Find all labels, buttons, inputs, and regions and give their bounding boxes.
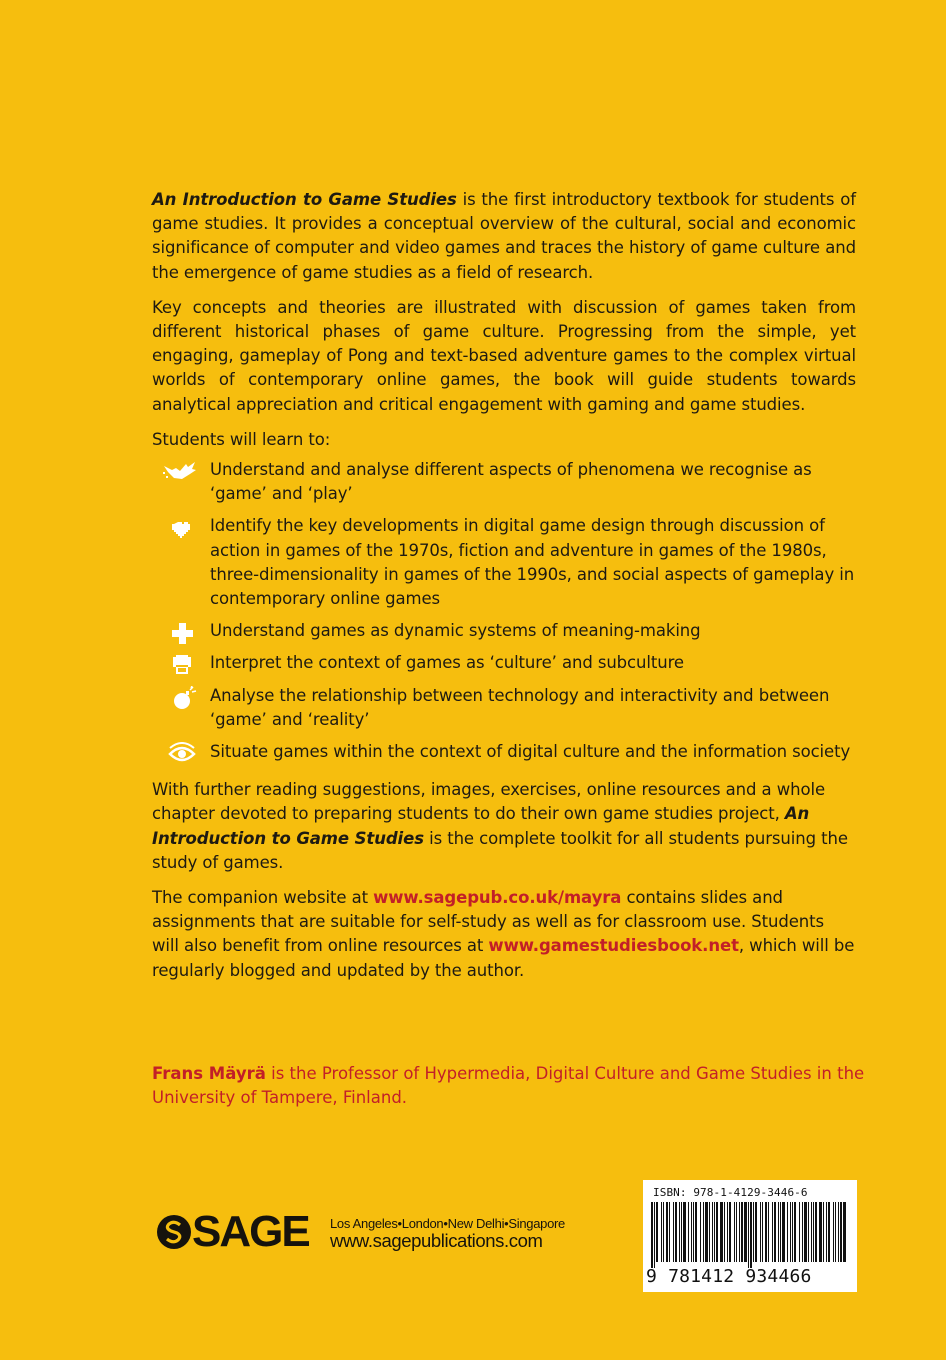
further-paragraph: With further reading suggestions, images, exercises, online resources and a whole chapter devoted to preparing students to do their own game studies project, An Introduction to Game Studies is the complete toolkit for all students pursuing the study of games.	[152, 780, 848, 872]
barcode-bar	[683, 1202, 686, 1262]
barcode-bar	[724, 1202, 725, 1262]
barcode-bar	[691, 1202, 692, 1262]
barcode-bar	[712, 1202, 713, 1262]
barcode-bar	[843, 1202, 846, 1262]
gamestudies-website-link[interactable]: www.gamestudiesbook.net	[488, 936, 739, 956]
barcode-bar	[835, 1202, 836, 1262]
barcode-bar	[808, 1202, 809, 1262]
list-item: Understand and analyse different aspects of phenomena we recognise as ‘game’ and ‘play’	[152, 458, 856, 506]
barcode-bar	[772, 1202, 773, 1262]
barcode-bar	[673, 1202, 674, 1262]
barcode-bar	[654, 1202, 655, 1268]
companion-paragraph: The companion website at www.sagepub.co.uk/mayra contains slides and assignments that are suitable for self-study as well as for classroom use. Students will also benefit from online resources at www.gamestudiesbook.net, which will be regularly blogged and updated by the author.	[152, 888, 855, 980]
bird-icon	[162, 460, 202, 484]
barcode-bar	[762, 1202, 763, 1262]
barcode-digits: 9 781412 934466	[646, 1266, 812, 1287]
barcode-bar	[700, 1202, 701, 1262]
barcode-bar	[826, 1202, 827, 1262]
companion-website-link[interactable]: www.sagepub.co.uk/mayra	[373, 888, 622, 908]
barcode-bar	[666, 1202, 668, 1262]
list-item: Identify the key developments in digital game design through discussion of action in games of the 1970s, fiction and adventure in games of the 1980s, three-dimensionality in games of the 1990s, and social aspects of gameplay in contemporary online games	[152, 514, 856, 611]
barcode-bar	[828, 1202, 830, 1262]
barcode-bar	[815, 1202, 817, 1262]
barcode-bar	[651, 1202, 653, 1268]
author-bio: Frans Mäyrä is the Professor of Hypermedia, Digital Culture and Game Studies in the University of Tampere, Finland.	[152, 1064, 865, 1107]
barcode-bar	[778, 1202, 779, 1262]
barcode-bar	[780, 1202, 781, 1262]
barcode-bar	[753, 1202, 754, 1262]
book-title-repeat: An Introduction to Game Studies	[152, 804, 810, 848]
book-title: An Introduction to Game Studies	[152, 190, 457, 209]
barcode-bar	[755, 1202, 757, 1262]
barcode-bar	[739, 1202, 740, 1262]
learn-list	[152, 458, 856, 764]
barcode-bar	[693, 1202, 694, 1262]
back-cover-text	[152, 188, 856, 994]
barcode-bar	[669, 1202, 670, 1262]
barcode-bar	[811, 1202, 812, 1262]
barcode-bar	[714, 1202, 715, 1262]
list-item: Analyse the relationship between technology and interactivity and between ‘game’ and ‘reality’	[152, 684, 856, 732]
barcode-bar	[741, 1202, 743, 1262]
publisher-url[interactable]: www.sagepublications.com	[330, 1230, 543, 1251]
barcode-bar	[760, 1202, 761, 1262]
barcode-bar	[709, 1202, 710, 1262]
list-item: Situate games within the context of digital culture and the information society	[152, 740, 856, 764]
barcode-bar	[787, 1202, 788, 1262]
barcode-bar	[744, 1202, 747, 1262]
barcode-bar	[688, 1202, 689, 1262]
barcode-bar	[656, 1202, 658, 1262]
barcode-bar	[734, 1202, 735, 1262]
isbn-barcode	[643, 1180, 857, 1292]
intro-paragraph	[152, 188, 856, 285]
list-item: Understand games as dynamic systems of meaning-making	[152, 619, 856, 643]
isbn-label: ISBN: 978-1-4129-3446-6	[653, 1186, 808, 1199]
barcode-bar	[663, 1202, 664, 1262]
barcode-bar	[661, 1202, 662, 1262]
barcode-bar	[720, 1202, 723, 1262]
barcode-bar	[819, 1202, 822, 1262]
barcode-bar	[705, 1202, 708, 1262]
barcode-bar	[790, 1202, 791, 1262]
list-item: Interpret the context of games as ‘culture’ and subculture	[152, 651, 856, 675]
barcode-bar	[681, 1202, 682, 1262]
barcode-bar	[768, 1202, 769, 1262]
bomb-icon	[162, 686, 202, 710]
barcode-bar	[774, 1202, 776, 1262]
learn-heading: Students will learn to:	[152, 429, 331, 449]
barcode-bar	[765, 1202, 767, 1262]
barcode-bar	[716, 1202, 718, 1262]
barcode-bar	[794, 1202, 796, 1262]
mushroom-icon	[162, 653, 202, 677]
barcode-bar	[813, 1202, 814, 1262]
barcode-bar	[727, 1202, 728, 1262]
barcode-bar	[840, 1202, 842, 1262]
author-name: Frans Mäyrä	[152, 1064, 266, 1083]
barcode-bar	[782, 1202, 785, 1262]
barcode-bars	[651, 1202, 849, 1268]
sage-wordmark: SAGE	[192, 1207, 309, 1256]
sage-logo-icon	[156, 1214, 192, 1250]
heart-icon	[162, 516, 202, 540]
barcode-bar	[750, 1202, 752, 1268]
barcode-bar	[802, 1202, 803, 1262]
publisher-locations: Los Angeles•London•New Delhi•Singapore	[330, 1216, 565, 1231]
barcode-bar	[792, 1202, 793, 1262]
barcode-bar	[804, 1202, 807, 1262]
barcode-bar	[729, 1202, 731, 1262]
barcode-bar	[799, 1202, 800, 1262]
barcode-bar	[838, 1202, 839, 1262]
plus-icon	[162, 621, 202, 645]
barcode-bar	[736, 1202, 737, 1262]
eye-icon	[162, 742, 202, 766]
barcode-bar	[748, 1202, 749, 1268]
barcode-bar	[675, 1202, 677, 1262]
barcode-bar	[703, 1202, 704, 1262]
barcode-bar	[679, 1202, 680, 1262]
intro-text: is the first introductory textbook for students of game studies. It provides a conceptual overview of the cultural, social and economic significance of computer and video games and traces the history of game culture and the emergence of game studies as a field of research.	[152, 190, 856, 282]
barcode-bar	[823, 1202, 824, 1262]
barcode-bar	[833, 1202, 834, 1262]
concepts-paragraph: Key concepts and theories are illustrated with discussion of games taken from different historical phases of game culture. Progressing from the simple, yet engaging, gameplay of Pong and text-based adventure games to the complex virtual worlds of contemporary online games, the book will guide students towards analytical appreciation and critical engagement with gaming and game studies.	[152, 297, 856, 414]
barcode-bar	[695, 1202, 697, 1262]
